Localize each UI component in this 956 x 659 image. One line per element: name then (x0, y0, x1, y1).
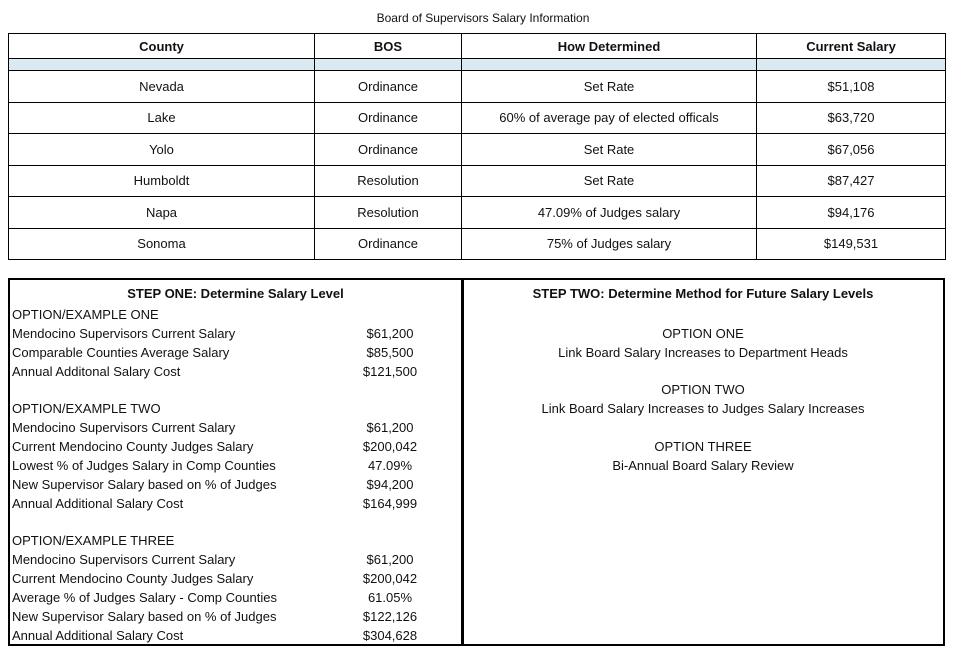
list-item (12, 550, 458, 569)
row-value: $121,500 (362, 364, 418, 379)
cell-current-salary: $87,427 (757, 165, 946, 197)
cell-bos: Ordinance (315, 134, 462, 166)
step-one-option-two (12, 399, 458, 513)
table-row (9, 228, 946, 260)
option-text: Bi-Annual Board Salary Review (612, 458, 794, 473)
cell-county: Yolo (9, 134, 315, 166)
row-label: Mendocino Supervisors Current Salary (12, 420, 236, 435)
cell-current-salary: $94,176 (757, 197, 946, 229)
cell-county: Napa (9, 197, 315, 229)
county-salary-table (8, 33, 946, 260)
row-value: $61,200 (366, 552, 414, 567)
table-row (9, 197, 946, 229)
step-two-option-one (463, 324, 943, 362)
row-value: 47.09% (367, 458, 413, 473)
row-label: Annual Additional Salary Cost (12, 496, 184, 511)
page-title: Board of Supervisors Salary Information (376, 11, 590, 25)
step-one-option-one (12, 305, 458, 381)
cell-bos: Ordinance (315, 228, 462, 260)
cell-how-determined: Set Rate (462, 134, 757, 166)
row-label: Current Mendocino County Judges Salary (12, 571, 254, 586)
header-current-salary: Current Salary (757, 34, 946, 59)
table-row (9, 71, 946, 103)
row-value: $122,126 (362, 609, 418, 624)
cell-how-determined: 47.09% of Judges salary (462, 197, 757, 229)
row-value: $304,628 (362, 628, 418, 643)
step-two-option-two (463, 380, 943, 418)
row-label: Mendocino Supervisors Current Salary (12, 552, 236, 567)
cell-county: Humboldt (9, 165, 315, 197)
header-bos: BOS (315, 34, 462, 59)
row-label: Annual Additonal Salary Cost (12, 364, 181, 379)
table-row (9, 102, 946, 134)
cell-how-determined: 60% of average pay of elected officals (462, 102, 757, 134)
list-item (12, 418, 458, 437)
cell-current-salary: $51,108 (757, 71, 946, 103)
header-how-determined: How Determined (462, 34, 757, 59)
option-title: OPTION/EXAMPLE ONE (12, 307, 159, 322)
option-title: OPTION ONE (662, 326, 744, 341)
row-value: $85,500 (366, 345, 414, 360)
row-label: Current Mendocino County Judges Salary (12, 439, 254, 454)
cell-county: Nevada (9, 71, 315, 103)
option-title: OPTION THREE (654, 439, 752, 454)
table-header-row (9, 34, 946, 59)
cell-county: Sonoma (9, 228, 315, 260)
cell-county: Lake (9, 102, 315, 134)
list-item (12, 569, 458, 588)
list-item (12, 494, 458, 513)
row-value: $200,042 (362, 571, 418, 586)
list-item (12, 475, 458, 494)
list-item (12, 324, 458, 343)
option-title: OPTION/EXAMPLE TWO (12, 401, 161, 416)
list-item (12, 343, 458, 362)
list-item (12, 456, 458, 475)
row-label: New Supervisor Salary based on % of Judges (12, 477, 277, 492)
options-panel (8, 278, 945, 646)
row-label: Lowest % of Judges Salary in Comp Counties (12, 458, 276, 473)
cell-current-salary: $149,531 (757, 228, 946, 260)
step-two-heading: STEP TWO: Determine Method for Future Salary Levels (532, 286, 874, 301)
row-label: Comparable Counties Average Salary (12, 345, 230, 360)
row-value: $94,200 (366, 477, 414, 492)
row-value: $61,200 (366, 420, 414, 435)
cell-current-salary: $63,720 (757, 102, 946, 134)
cell-how-determined: 75% of Judges salary (462, 228, 757, 260)
step-two-option-three (463, 437, 943, 475)
list-item (12, 588, 458, 607)
cell-bos: Resolution (315, 165, 462, 197)
row-label: Mendocino Supervisors Current Salary (12, 326, 236, 341)
cell-bos: Resolution (315, 197, 462, 229)
list-item (12, 626, 458, 645)
row-value: $200,042 (362, 439, 418, 454)
row-label: Average % of Judges Salary - Comp Counties (12, 590, 277, 605)
table-row (9, 134, 946, 166)
list-item (12, 437, 458, 456)
row-value: 61.05% (367, 590, 413, 605)
list-item (12, 607, 458, 626)
step-one-heading: STEP ONE: Determine Salary Level (127, 286, 344, 301)
row-value: $164,999 (362, 496, 418, 511)
table-row (9, 165, 946, 197)
cell-bos: Ordinance (315, 102, 462, 134)
step-one-option-three (12, 531, 458, 645)
row-value: $61,200 (366, 326, 414, 341)
option-title: OPTION TWO (661, 382, 745, 397)
option-text: Link Board Salary Increases to Judges Salary Increases (541, 401, 865, 416)
cell-how-determined: Set Rate (462, 165, 757, 197)
cell-bos: Ordinance (315, 71, 462, 103)
row-label: Annual Additional Salary Cost (12, 628, 184, 643)
cell-current-salary: $67,056 (757, 134, 946, 166)
row-label: New Supervisor Salary based on % of Judges (12, 609, 277, 624)
option-title: OPTION/EXAMPLE THREE (12, 533, 175, 548)
cell-how-determined: Set Rate (462, 71, 757, 103)
option-text: Link Board Salary Increases to Department Heads (558, 345, 848, 360)
list-item (12, 362, 458, 381)
header-spacer-row (9, 59, 946, 71)
header-county: County (9, 34, 315, 59)
